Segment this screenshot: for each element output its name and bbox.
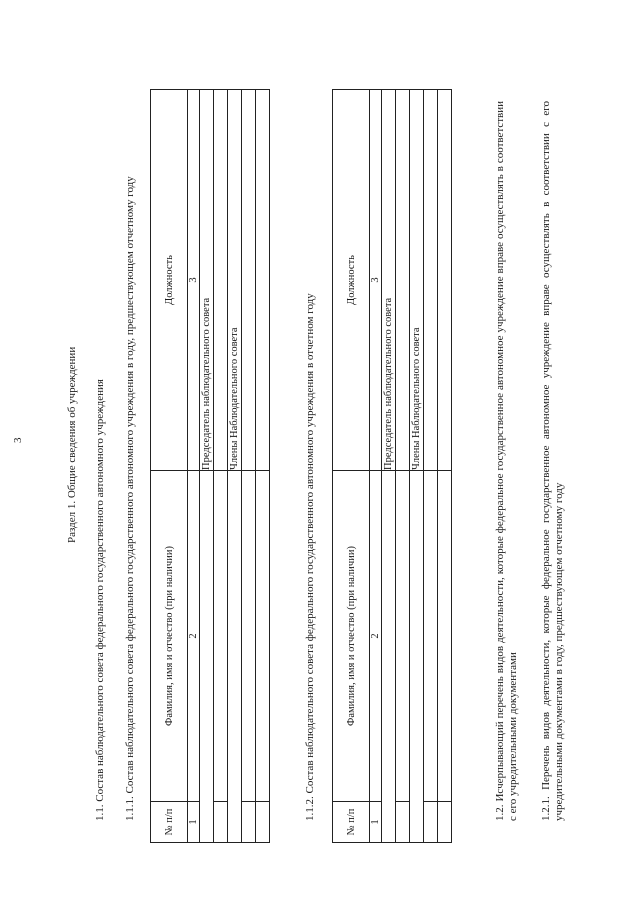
col-index-1: 1 <box>188 802 200 843</box>
table-cell <box>242 471 256 802</box>
page-number: 3 <box>12 437 24 443</box>
item-1-1-heading: 1.1. Состав наблюдательного совета федерального государственного автономного учреждения <box>94 379 106 821</box>
table-cell <box>410 471 424 843</box>
table-cell <box>396 90 410 471</box>
table-cell <box>424 471 438 802</box>
col-name-header: Фамилия, имя и отчество (при наличии) <box>333 471 370 802</box>
col-index-3: 3 <box>188 90 200 471</box>
chairman-label: Председатель наблюдательного совета <box>382 90 396 471</box>
table-row <box>214 90 228 843</box>
table-cell <box>214 471 228 802</box>
table-1-1-2 <box>332 89 452 843</box>
table-1-1-1 <box>150 89 270 843</box>
table-row-chairman <box>382 90 396 843</box>
table-row-members <box>228 90 242 843</box>
chairman-label: Председатель наблюдательного совета <box>200 90 214 471</box>
col-index-3: 3 <box>370 90 382 471</box>
table-cell <box>256 802 270 843</box>
table-row <box>396 90 410 843</box>
table-index-row <box>188 90 200 843</box>
members-label: Члены Наблюдательного совета <box>228 90 242 471</box>
table-cell <box>438 471 452 802</box>
table-header-row <box>151 90 188 843</box>
table-index-row <box>370 90 382 843</box>
col-num-header: № п/п <box>151 802 188 843</box>
table-row-chairman <box>200 90 214 843</box>
table-cell <box>382 471 396 843</box>
table-cell <box>438 90 452 471</box>
col-position-header: Должность <box>151 90 188 471</box>
item-1-1-1-heading: 1.1.1. Состав наблюдательного совета федерального государственного автономного учреждения в году, предшествующем отчетному году <box>124 176 136 821</box>
table-row <box>242 90 256 843</box>
table-cell <box>242 90 256 471</box>
table-cell <box>396 471 410 802</box>
item-1-1-2-heading: 1.1.2. Состав наблюдательного совета федерального государственного автономного учреждения в отчетном году <box>304 293 316 821</box>
col-index-1: 1 <box>370 802 382 843</box>
members-label: Члены Наблюдательного совета <box>410 90 424 471</box>
col-name-header: Фамилия, имя и отчество (при наличии) <box>151 471 188 802</box>
table-cell <box>424 802 438 843</box>
table-row-members <box>410 90 424 843</box>
table-cell <box>228 471 242 843</box>
col-index-2: 2 <box>188 471 200 802</box>
table-cell <box>256 471 270 802</box>
table-row <box>438 90 452 843</box>
item-1-2-paragraph: 1.2. Исчерпывающий перечень видов деятельности, которые федеральное государственное автономное учреждение вправе осуществлять в соответствии с его учредительными документами <box>494 101 519 821</box>
table-header-row <box>333 90 370 843</box>
item-1-2-1-paragraph: 1.2.1. Перечень видов деятельности, которые федеральное государственное автономное учреждение вправе осуществлять в соответствии с его учредительными документами в году, предшествующем отчетному году <box>540 101 565 821</box>
section-title: Раздел 1. Общие сведения об учреждении <box>66 346 78 543</box>
table-row <box>256 90 270 843</box>
table-cell <box>438 802 452 843</box>
table-cell <box>256 90 270 471</box>
table-cell <box>214 90 228 471</box>
table-cell <box>424 90 438 471</box>
table-cell <box>242 802 256 843</box>
table-cell <box>214 802 228 843</box>
col-num-header: № п/п <box>333 802 370 843</box>
table-row <box>424 90 438 843</box>
col-position-header: Должность <box>333 90 370 471</box>
col-index-2: 2 <box>370 471 382 802</box>
table-cell <box>396 802 410 843</box>
table-cell <box>200 471 214 843</box>
